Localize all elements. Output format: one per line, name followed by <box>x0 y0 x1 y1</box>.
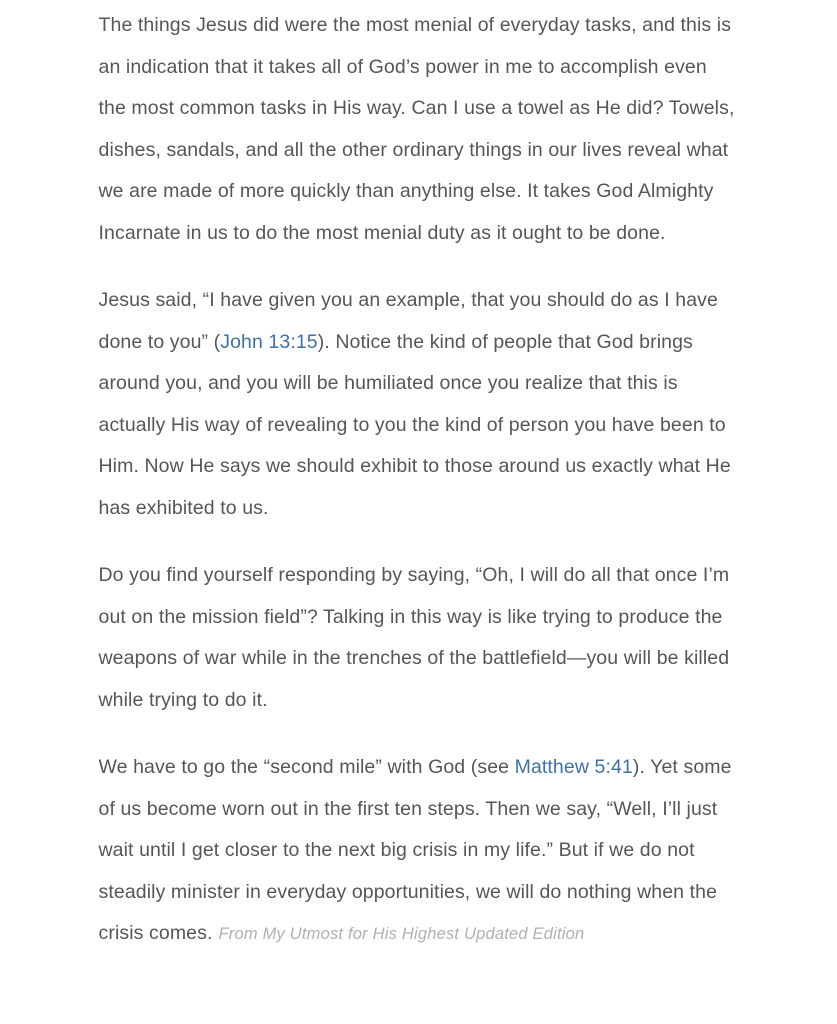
paragraph <box>99 747 739 956</box>
paragraph <box>99 280 739 529</box>
verse-link-john-13-15[interactable]: John 13:15 <box>220 330 318 353</box>
paragraph-text: Do you find yourself responding by saying, “Oh, I will do all that once I’m out on the mission field”? Talking in this way is like trying to produce the weapons of war while in the trenches of the battlefield—you will be killed while trying to do it. <box>98 564 730 711</box>
paragraph-text: Jesus said, “I have given you an example, that you should do as I have done to you” ( <box>98 289 718 353</box>
paragraph <box>99 5 739 254</box>
article-body <box>99 0 739 956</box>
paragraph-text: ). Notice the kind of people that God brings around you, and you will be humiliated once you realize that this is actually His way of revealing to you the kind of person you have been to Him. Now He says we should exhibit to those around us exactly what He has exhibited to us. <box>98 330 731 519</box>
paragraph <box>99 555 739 721</box>
paragraph-text: The things Jesus did were the most menial of everyday tasks, and this is an indication that it takes all of God’s power in me to accomplish even the most common tasks in His way. Can I use a towel as He did? Towels, dishes, sandals, and all the other ordinary things in our lives reveal what we are made of more quickly than anything else. It takes God Almighty Incarnate in us to do the most menial duty as it ought to be done. <box>98 14 735 244</box>
paragraph-text: We have to go the “second mile” with God (see <box>98 756 515 778</box>
source-attribution: From My Utmost for His Highest Updated Edition <box>218 925 585 943</box>
paragraph-text: ). Yet some of us become worn out in the first ten steps. Then we say, “Well, I’ll just wait until I get closer to the next big crisis in my life.” But if we do not steadily minister in everyday opportunities, we will do nothing when the crisis comes. <box>98 756 732 944</box>
verse-link-matthew-5-41[interactable]: Matthew 5:41 <box>514 756 633 778</box>
